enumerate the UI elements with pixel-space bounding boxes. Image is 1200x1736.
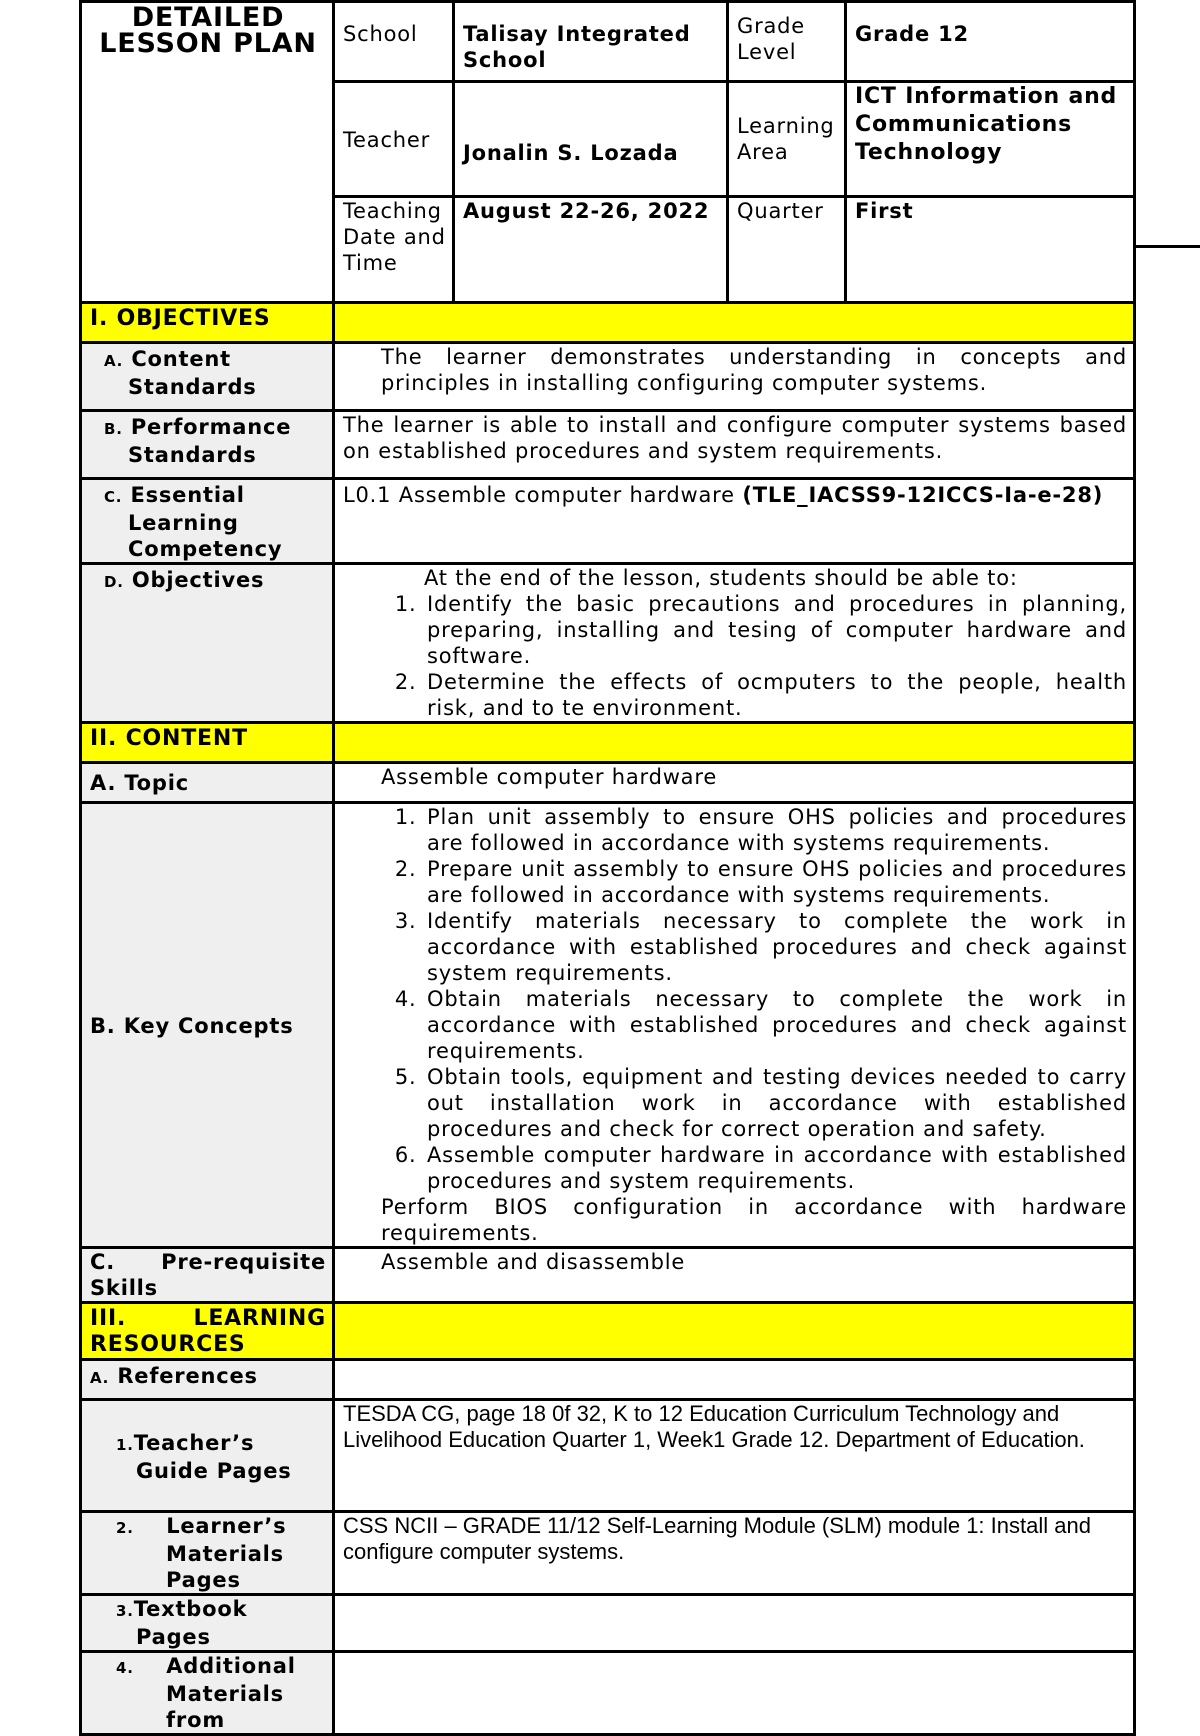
section-content — [81, 723, 1135, 763]
textbook-label: 3.Textbook Pages — [81, 1595, 334, 1652]
margin-rule — [1133, 245, 1200, 248]
lesson-plan-table — [79, 0, 1136, 1736]
learners-materials-label: 2. Learner’s Materials Pages — [81, 1512, 334, 1595]
quarter-value: First — [846, 197, 1135, 303]
references-label: A. References — [81, 1360, 334, 1400]
row-learners-materials — [81, 1512, 1135, 1595]
teacher-value: Jonalin S. Lozada — [454, 82, 728, 197]
section-heading-fill — [334, 723, 1135, 763]
section-heading: III. LEARNING RESOURCES — [81, 1303, 334, 1360]
row-additional-materials — [81, 1652, 1135, 1735]
performance-standards-text: The learner is able to install and configure computer systems based on established procedures and system requirements. — [334, 411, 1135, 479]
additional-materials-value — [334, 1652, 1135, 1735]
teacher-label: Teacher — [334, 82, 454, 197]
header-row-school — [81, 2, 1135, 82]
row-objectives — [81, 564, 1135, 723]
area-label: Learning Area — [728, 82, 846, 197]
section-heading: II. CONTENT — [81, 723, 334, 763]
objectives-list — [334, 564, 1135, 723]
teachers-guide-label: 1.Teacher’s Guide Pages — [81, 1400, 334, 1512]
textbook-value — [334, 1595, 1135, 1652]
competency-label: C. Essential Learning Competency — [81, 479, 334, 564]
date-label: Teaching Date and Time — [334, 197, 454, 303]
list-item: 2. Determine the effects of ocmputers to the people, health risk, and to te environment. — [424, 669, 1127, 721]
teachers-guide-text: TESDA CG, page 18 0f 32, K to 12 Education Curriculum Technology and Livelihood Education Quarter 1, Week1 Grade 12. Department of Education. — [334, 1400, 1135, 1512]
page-title: DETAILED LESSON PLAN — [81, 2, 334, 303]
list-item: 4. Obtain materials necessary to complete the work in accordance with established procedures and check against requirements. — [424, 986, 1127, 1064]
objectives-label: D. Objectives — [81, 564, 334, 723]
row-topic — [81, 763, 1135, 803]
content-standards-label: A. Content Standards — [81, 343, 334, 411]
list-item: 2. Prepare unit assembly to ensure OHS policies and procedures are followed in accordance with systems requirements. — [424, 856, 1127, 908]
area-value: ICT Information and Communications Technology — [846, 82, 1135, 197]
section-heading: I. OBJECTIVES — [81, 303, 334, 343]
list-item: 1. Plan unit assembly to ensure OHS policies and procedures are followed in accordance with systems requirements. — [424, 804, 1127, 856]
row-textbook — [81, 1595, 1135, 1652]
topic-label: A. Topic — [81, 763, 334, 803]
key-concepts-tail: Perform BIOS configuration in accordance with hardware requirements. — [381, 1195, 1127, 1245]
row-references — [81, 1360, 1135, 1400]
objectives-intro: At the end of the lesson, students should be able to: — [424, 566, 1018, 590]
competency-code: (TLE_IACSS9-12ICCS-Ia-e-28) — [742, 483, 1104, 507]
school-value: Talisay Integrated School — [454, 2, 728, 82]
grade-value: Grade 12 — [846, 2, 1135, 82]
list-item: 1. Identify the basic precautions and procedures in planning, preparing, installing and tesing of computer hardware and software. — [424, 591, 1127, 669]
prerequisite-label: C. Pre-requisite Skills — [81, 1248, 334, 1303]
date-value: August 22-26, 2022 — [454, 197, 728, 303]
section-resources — [81, 1303, 1135, 1360]
row-prerequisite — [81, 1248, 1135, 1303]
content-standards-text: The learner demonstrates understanding in concepts and principles in installing configuring computer systems. — [334, 343, 1135, 411]
list-item: 5. Obtain tools, equipment and testing devices needed to carry out installation work in accordance with established procedures and check for correct operation and safety. — [424, 1064, 1127, 1142]
key-concepts-label: B. Key Concepts — [81, 803, 334, 1248]
prerequisite-text: Assemble and disassemble — [334, 1248, 1135, 1303]
learners-materials-text: CSS NCII – GRADE 11/12 Self-Learning Module (SLM) module 1: Install and configure computer systems. — [334, 1512, 1135, 1595]
additional-materials-label: 4. Additional Materials from — [81, 1652, 334, 1735]
row-performance-standards — [81, 411, 1135, 479]
section-heading-fill — [334, 303, 1135, 343]
row-teachers-guide — [81, 1400, 1135, 1512]
list-item: 3. Identify materials necessary to complete the work in accordance with established procedures and check against system requirements. — [424, 908, 1127, 986]
topic-text: Assemble computer hardware — [334, 763, 1135, 803]
row-key-concepts — [81, 803, 1135, 1248]
list-item: 6. Assemble computer hardware in accordance with established procedures and system requirements. — [424, 1142, 1127, 1194]
grade-label: Grade Level — [728, 2, 846, 82]
section-heading-fill — [334, 1303, 1135, 1360]
performance-standards-label: B. Performance Standards — [81, 411, 334, 479]
key-concepts-list — [334, 803, 1135, 1248]
school-label: School — [334, 2, 454, 82]
references-value — [334, 1360, 1135, 1400]
row-content-standards — [81, 343, 1135, 411]
competency-text: L0.1 Assemble computer hardware (TLE_IACSS9-12ICCS-Ia-e-28) — [334, 479, 1135, 564]
quarter-label: Quarter — [728, 197, 846, 303]
section-objectives — [81, 303, 1135, 343]
row-competency — [81, 479, 1135, 564]
